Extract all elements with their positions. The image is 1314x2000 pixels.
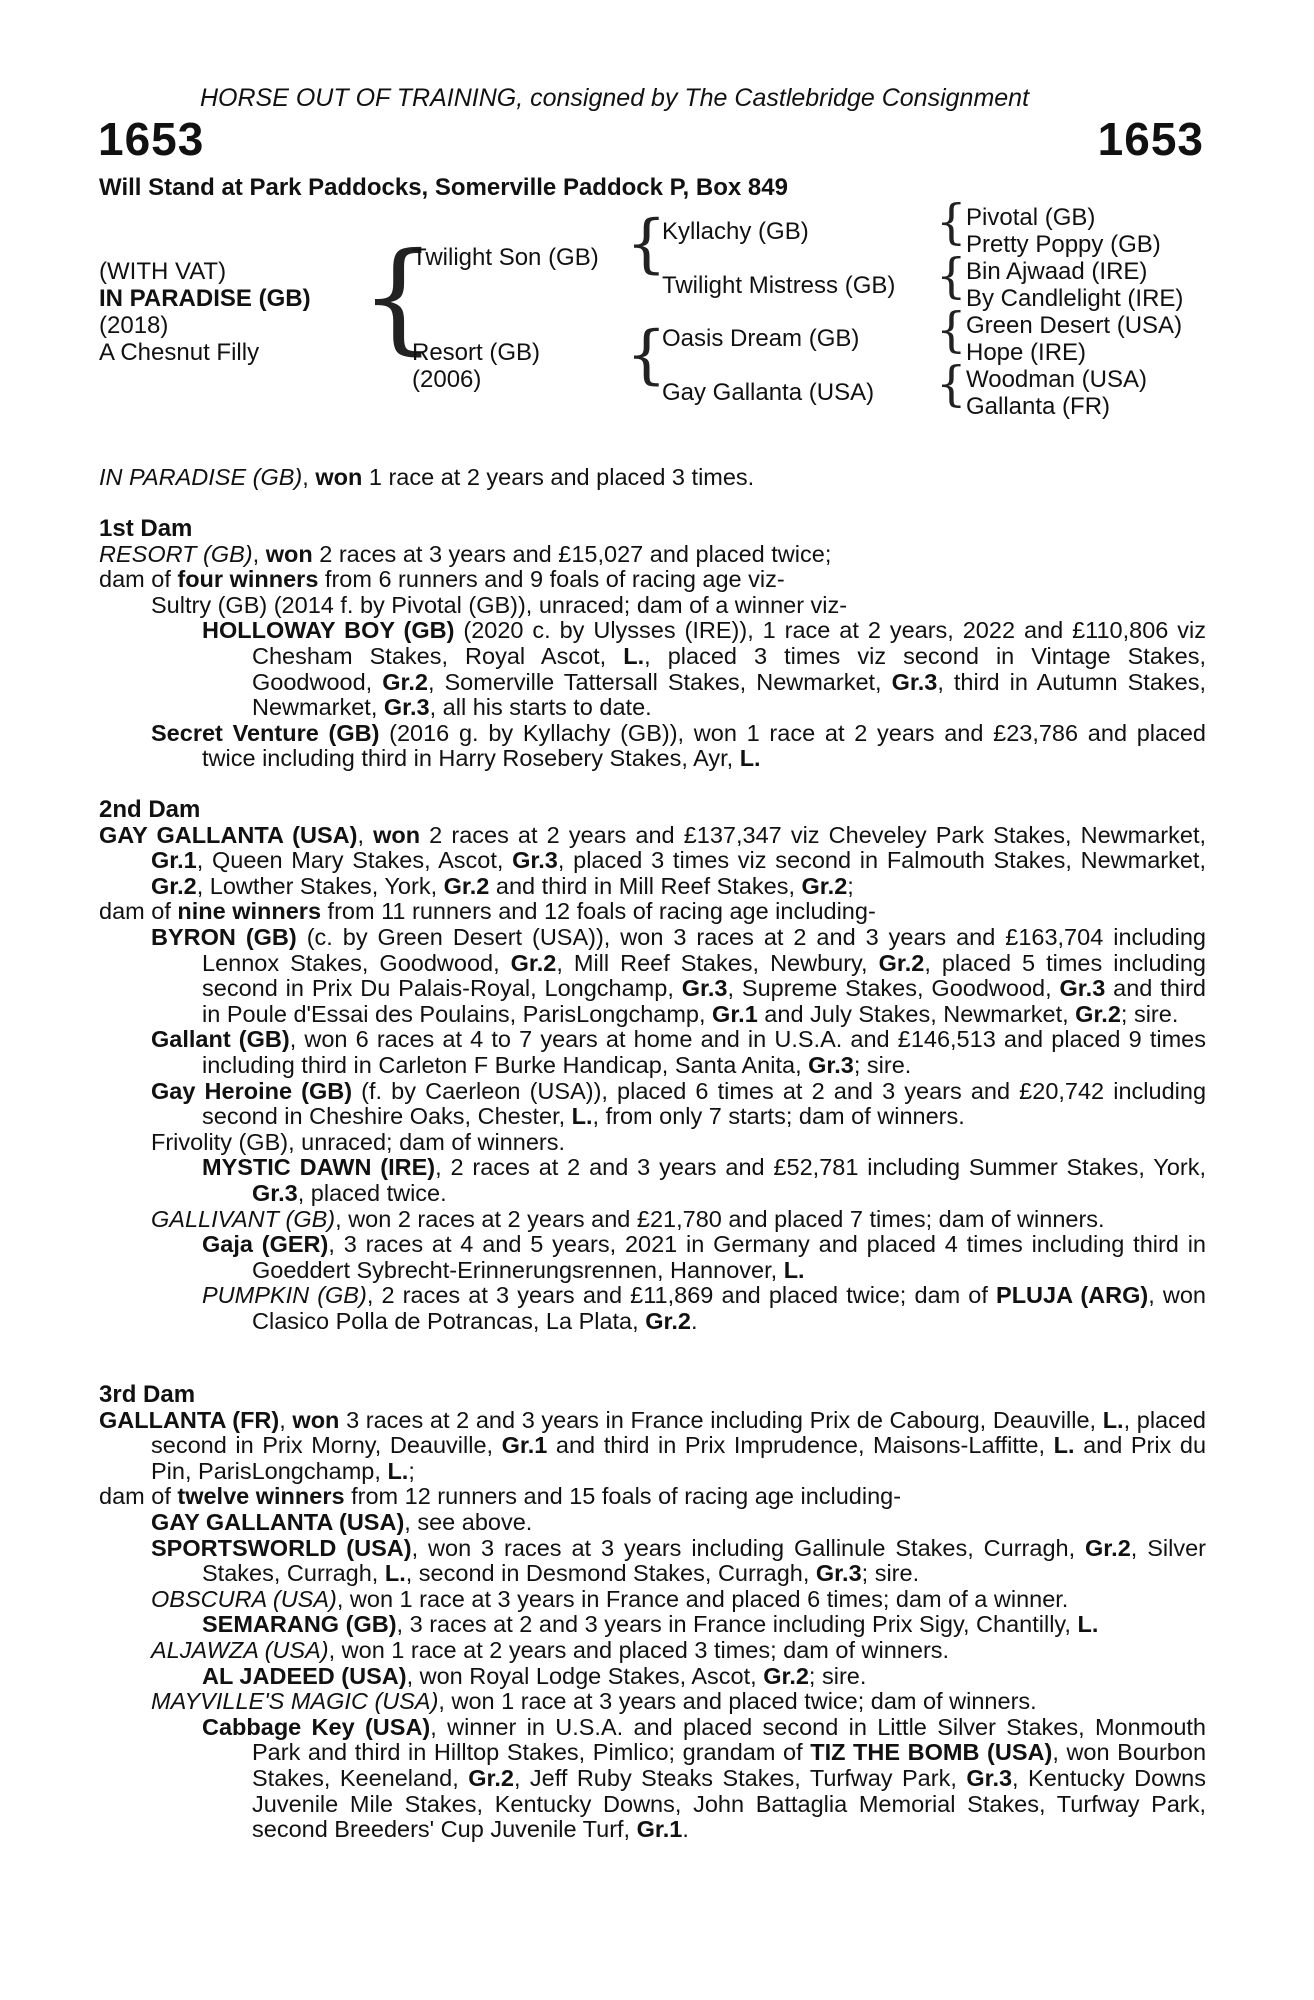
first-dam-p4: [99, 618, 1206, 720]
text: , all his starts to date.: [429, 694, 652, 721]
brace-ds: {: [936, 302, 967, 358]
horse-name: PUMPKIN (GB): [202, 1282, 367, 1309]
horse-name: Gaja (GER): [202, 1231, 329, 1258]
second-dam-p4: [99, 1027, 1206, 1078]
won: won: [292, 1406, 340, 1433]
third-dam-section: [99, 1382, 1206, 1843]
grade: Gr.2: [468, 1764, 514, 1791]
horse-name: OBSCURA (USA): [151, 1585, 337, 1612]
text: from 6 runners and 9 foals of racing age viz-: [318, 566, 785, 593]
brace-sd: {: [936, 248, 967, 304]
dd-sire: Woodman (USA): [966, 366, 1147, 393]
horse-name: SPORTSWORLD (USA): [151, 1534, 412, 1561]
text: .: [682, 1816, 689, 1843]
dam-sire: Oasis Dream (GB): [662, 325, 860, 352]
third-dam-heading: 3rd Dam: [99, 1381, 196, 1408]
sd-sire: Bin Ajwaad (IRE): [966, 258, 1148, 285]
grade: Gr.2: [443, 872, 490, 899]
text: 3 races at 2 and 3 years in France including Prix de Cabourg, Deauville,: [339, 1406, 1103, 1433]
winners-count: four winners: [177, 566, 319, 593]
grade: Gr.3: [383, 694, 430, 721]
dam: Resort (GB): [412, 339, 541, 366]
second-dam-p2: [99, 899, 1206, 925]
text: , won 1 race at 3 years in France and placed 6 times; dam of a winner.: [336, 1585, 1069, 1612]
horse-name: Cabbage Key (USA): [202, 1713, 431, 1740]
text: , won Bourbon Stakes, Keeneland,: [252, 1739, 1207, 1791]
text: , Queen Mary Stakes, Ascot,: [196, 847, 513, 874]
text: , third in Autumn Stakes, Newmarket,: [252, 668, 1207, 721]
ss-sire: Pivotal (GB): [966, 204, 1096, 231]
horse-name: GALLIVANT (GB): [151, 1205, 336, 1232]
text: and third in Mill Reef Stakes,: [489, 872, 802, 899]
brace-dam: {: [626, 318, 667, 392]
text: (f. by Caerleon (USA)), placed 6 times at 2 and 3 years and £20,742 including second in Cheshire Oaks, Chester,: [202, 1077, 1207, 1130]
first-dam-p2: [99, 567, 1206, 593]
grade: Gr.1: [151, 847, 197, 874]
dd-dam: Gallanta (FR): [966, 393, 1111, 420]
second-dam-section: [99, 797, 1206, 1334]
horse-name: GAY GALLANTA (USA): [151, 1508, 405, 1535]
grade: Gr.3: [808, 1051, 854, 1078]
third-dam-p6: [99, 1612, 1206, 1638]
winners-count: twelve winners: [177, 1483, 345, 1510]
grade: Gr.3: [512, 847, 558, 874]
text: , Jeff Ruby Steaks Stakes, Turfway Park,: [513, 1764, 967, 1791]
text: 2 races at 2 years and £137,347 viz Cheveley Park Stakes, Newmarket,: [420, 821, 1206, 848]
horse-name: IN PARADISE (GB): [99, 285, 311, 312]
third-dam-p5: [99, 1587, 1206, 1613]
ds-dam: Hope (IRE): [966, 339, 1087, 366]
second-dam-p6: Frivolity (GB), unraced; dam of winners.: [151, 1128, 565, 1155]
text: , winner in U.S.A. and placed second in Little Silver Stakes, Monmouth Park and third in Hilltop Stakes, Pimlico; grandam of: [252, 1713, 1206, 1766]
lot-number-right: 1653: [1097, 113, 1204, 165]
text: and Prix du Pin, ParisLongchamp,: [151, 1432, 1207, 1484]
brace-sire: {: [626, 207, 667, 281]
text: , 3 races at 4 and 5 years, 2021 in Germany and placed 4 times including third in Goeddert Sybrecht-Erinnerungsrennen, Hannover,: [252, 1231, 1206, 1283]
won: won: [373, 821, 421, 848]
text: , 2 races at 3 years and £11,869 and placed twice; dam of: [366, 1282, 997, 1309]
dam-year: (2006): [412, 366, 482, 393]
text: ; sire.: [861, 1560, 920, 1587]
text: , won 6 races at 4 to 7 years at home and in U.S.A. and £146,513 and placed 9 times including third in Carleton F Burke Handicap, Santa Anita,: [202, 1026, 1206, 1078]
text: .: [690, 1307, 698, 1334]
sire: Twilight Son (GB): [412, 244, 599, 271]
text: from 12 runners and 15 foals of racing age including-: [344, 1483, 902, 1510]
text: , 3 races at 2 and 3 years in France including Prix Sigy, Chantilly,: [396, 1611, 1078, 1638]
grade: Gr.3: [891, 668, 938, 695]
first-dam-section: [99, 516, 1206, 772]
text: ;: [408, 1457, 415, 1484]
text: , Somerville Tattersall Stakes, Newmarket,: [427, 668, 892, 695]
grade: L.: [623, 642, 645, 669]
horse-name: ALJAWZA (USA): [151, 1636, 329, 1663]
horse-name: SEMARANG (GB): [202, 1611, 397, 1638]
dam-name: RESORT (GB): [99, 540, 253, 567]
lot-number-left: 1653: [98, 113, 205, 165]
third-dam-p1: [99, 1408, 1206, 1485]
brace-ss: {: [936, 194, 967, 250]
text: , placed 3 times viz second in Falmouth Stakes, Newmarket,: [557, 847, 1206, 874]
ds-sire: Green Desert (USA): [966, 312, 1183, 339]
brace-gen1: {: [360, 228, 437, 367]
grade: L.: [1053, 1432, 1075, 1459]
text: dam of: [99, 566, 178, 593]
text: , from only 7 starts; dam of winners.: [592, 1103, 965, 1130]
grade: Gr.3: [252, 1179, 298, 1206]
grade: Gr.2: [645, 1307, 691, 1334]
text: , 2 races at 2 and 3 years and £52,781 including Summer Stakes, York,: [435, 1154, 1206, 1181]
horse-name: BYRON (GB): [151, 923, 297, 950]
text: from 11 runners and 12 foals of racing age including-: [321, 898, 876, 925]
summary: IN PARADISE (GB), won 1 race at 2 years and placed 3 times.: [99, 464, 755, 490]
third-dam-p2: [99, 1484, 1206, 1510]
text: , Silver Stakes, Curragh,: [202, 1534, 1206, 1587]
first-dam-p1: [99, 542, 1206, 568]
horse-name: PLUJA (ARG): [996, 1282, 1149, 1309]
text: , won Royal Lodge Stakes, Ascot,: [406, 1662, 764, 1689]
horse-name: TIZ THE BOMB (USA): [810, 1739, 1053, 1766]
stand-location: Will Stand at Park Paddocks, Somerville Paddock P, Box 849: [99, 174, 788, 201]
grade: Gr.1: [712, 1000, 758, 1027]
horse-name: AL JADEED (USA): [202, 1662, 407, 1689]
text: ,: [279, 1406, 293, 1433]
text: and third in Prix Imprudence, Maisons-Laffitte,: [547, 1432, 1054, 1459]
text: , placed twice.: [297, 1179, 447, 1206]
text: , Lowther Stakes, York,: [196, 872, 444, 899]
text: , won 2 races at 2 years and £21,780 and placed 7 times; dam of winners.: [335, 1205, 1105, 1232]
text: ; sire.: [1120, 1000, 1179, 1027]
summary-won: won: [315, 464, 363, 490]
dam-dam: Gay Gallanta (USA): [662, 379, 875, 406]
grade: Gr.2: [1085, 1534, 1131, 1561]
grade: L.: [387, 1457, 409, 1484]
text: , Supreme Stakes, Goodwood,: [727, 975, 1060, 1002]
summary-rest: 1 race at 2 years and placed 3 times.: [362, 464, 755, 490]
third-dam-p9: [99, 1689, 1206, 1715]
grade: Gr.3: [681, 975, 728, 1002]
text: ,: [357, 821, 374, 848]
grade: Gr.1: [636, 1816, 683, 1843]
grade: L.: [1077, 1611, 1099, 1638]
first-dam-p5: [99, 721, 1206, 772]
horse-name: Gallant (GB): [151, 1026, 290, 1053]
text: , placed 5 times including second in Prix Du Palais-Royal, Longchamp,: [202, 949, 1207, 1002]
summary-name: IN PARADISE (GB): [99, 464, 303, 490]
horse-description: A Chesnut Filly: [99, 339, 260, 366]
text: , Mill Reef Stakes, Newbury,: [556, 949, 879, 976]
grade: Gr.2: [151, 872, 197, 899]
text: and third in Poule d'Essai des Poulains, ParisLongchamp,: [202, 975, 1206, 1027]
second-dam-p3: [99, 925, 1206, 1027]
text: , won 1 race at 3 years and placed twice; dam of winners.: [438, 1688, 1037, 1715]
winners-count: nine winners: [177, 898, 322, 925]
text: ,: [252, 540, 266, 567]
sire-sire: Kyllachy (GB): [662, 218, 809, 245]
consignment-header: HORSE OUT OF TRAINING, consigned by The Castlebridge Consignment: [200, 84, 1030, 112]
text: 2 races at 3 years and £15,027 and placed twice;: [312, 540, 832, 567]
text: and July Stakes, Newmarket,: [757, 1000, 1076, 1027]
grade: Gr.3: [966, 1764, 1013, 1791]
grade: L.: [783, 1256, 805, 1283]
grade: L.: [1102, 1406, 1124, 1433]
second-dam-p9: [99, 1232, 1206, 1283]
text: , see above.: [404, 1508, 533, 1535]
horse-year: (2018): [99, 312, 169, 339]
won: won: [265, 540, 313, 567]
text: , placed second in Prix Morny, Deauville,: [151, 1406, 1207, 1459]
first-dam-p3: Sultry (GB) (2014 f. by Pivotal (GB)), unraced; dam of a winner viz-: [151, 591, 848, 618]
dam-name: GAY GALLANTA (USA): [99, 821, 358, 848]
grade: Gr.3: [815, 1560, 862, 1587]
third-dam-p4: [99, 1536, 1206, 1587]
text: ; sire.: [808, 1662, 867, 1689]
first-dam-heading: 1st Dam: [99, 515, 193, 542]
grade: L.: [571, 1103, 593, 1130]
second-dam-p1: [99, 823, 1206, 900]
horse-name: MAYVILLE'S MAGIC (USA): [151, 1688, 439, 1715]
grade: Gr.2: [510, 949, 557, 976]
text: , won 3 races at 3 years including Gallinule Stakes, Curragh,: [411, 1534, 1086, 1561]
text: , Kentucky Downs Juvenile Mile Stakes, Kentucky Downs, John Battaglia Memorial Stakes, Turfway Park, second Breeders' Cup Juvenile Turf,: [252, 1764, 1206, 1843]
text: (c. by Green Desert (USA)), won 3 races at 2 and 3 years and £163,704 including Lennox Stakes, Goodwood,: [202, 923, 1206, 976]
grade: Gr.2: [1075, 1000, 1121, 1027]
text: dam of: [99, 1483, 178, 1510]
grade: Gr.2: [763, 1662, 809, 1689]
dam-name: GALLANTA (FR): [99, 1406, 280, 1433]
text: (2020 c. by Ulysses (IRE)), 1 race at 2 years, 2022 and £110,806 viz Chesham Stakes, Royal Ascot,: [252, 617, 1206, 669]
third-dam-p7: [99, 1638, 1206, 1664]
text: , second in Desmond Stakes, Curragh,: [405, 1560, 816, 1587]
text: , won Clasico Polla de Potrancas, La Plata,: [252, 1282, 1206, 1334]
second-dam-p8: [99, 1207, 1206, 1233]
horse-name: MYSTIC DAWN (IRE): [202, 1154, 436, 1181]
grade: L.: [384, 1560, 406, 1587]
grade: Gr.2: [801, 872, 848, 899]
grade: Gr.3: [1059, 975, 1106, 1002]
grade: Gr.2: [382, 668, 428, 695]
third-dam-p10: [99, 1715, 1206, 1843]
third-dam-p8: [99, 1664, 1206, 1690]
second-dam-p7: [99, 1155, 1206, 1206]
text: , won 1 race at 2 years and placed 3 times; dam of winners.: [328, 1636, 950, 1663]
text: dam of: [99, 898, 178, 925]
second-dam-p10: [99, 1283, 1206, 1334]
text: ;: [847, 872, 854, 899]
text: , placed 3 times viz second in Vintage Stakes, Goodwood,: [252, 642, 1206, 695]
grade: L.: [739, 745, 761, 772]
text: (2016 g. by Kyllachy (GB)), won 1 race at 2 years and £23,786 and placed twice including third in Harry Rosebery Stakes, Ayr,: [202, 719, 1206, 772]
sd-dam: By Candlelight (IRE): [966, 285, 1184, 312]
ss-dam: Pretty Poppy (GB): [966, 231, 1161, 258]
sire-dam: Twilight Mistress (GB): [662, 272, 896, 299]
horse-name: Secret Venture (GB): [151, 719, 380, 746]
text: ; sire.: [853, 1051, 912, 1078]
brace-dd: {: [936, 356, 967, 412]
grade: Gr.1: [501, 1432, 548, 1459]
horse-name: Gay Heroine (GB): [151, 1077, 353, 1104]
second-dam-p5: [99, 1079, 1206, 1130]
third-dam-p3: [99, 1510, 1206, 1536]
second-dam-heading: 2nd Dam: [99, 796, 201, 823]
grade: Gr.2: [878, 949, 925, 976]
vat-label: (WITH VAT): [99, 258, 227, 285]
horse-name: HOLLOWAY BOY (GB): [202, 617, 455, 644]
